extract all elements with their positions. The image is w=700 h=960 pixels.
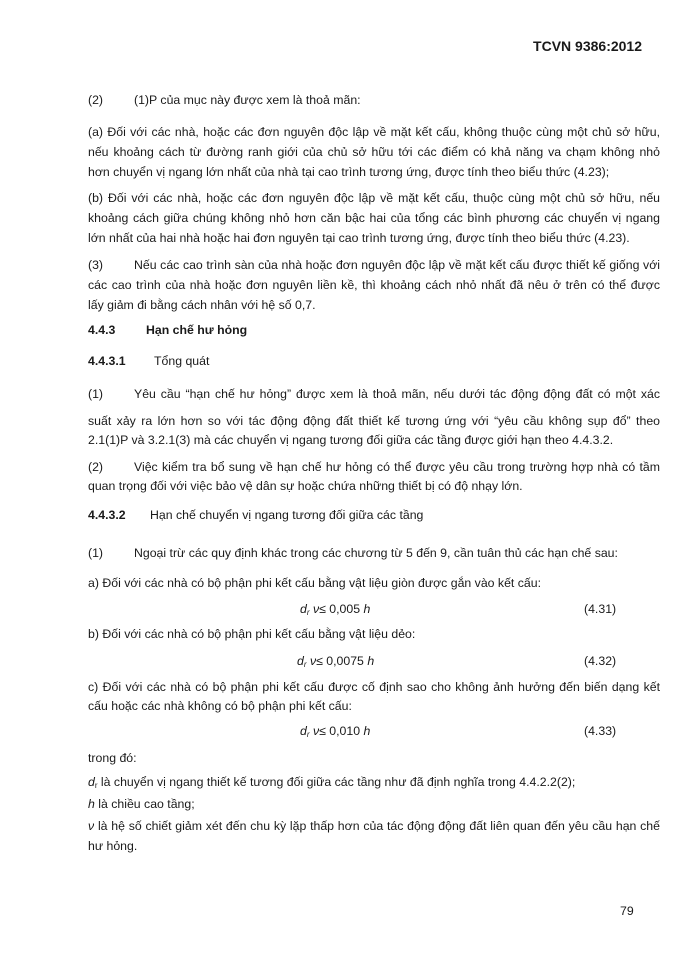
section-number: 4.4.3: [88, 323, 116, 337]
case-c-line: cấu hoặc các nhà không có bộ phận phi kết cấu:: [88, 699, 352, 713]
definition-h: [88, 796, 660, 812]
paragraph-b-line: (b) Đối với các nhà, hoặc các đơn nguyên độc lập về mặt kết cấu, thuộc cùng một chủ sở hữu, nếu: [88, 191, 660, 205]
eq-sub: r: [306, 730, 310, 739]
section-title: Hạn chế hư hỏng: [146, 323, 248, 337]
paragraph-3-line: các cao trình của nhà hoặc đơn nguyên liền kề, thì khoảng cách nhỏ nhất đã nêu ở trên có thể được: [88, 278, 660, 292]
eq-d: d: [297, 654, 304, 668]
paragraph-b-line: lớn nhất của hai nhà hoặc hai đơn nguyên tại cao trình tương ứng, được tính theo biểu thức (4.23).: [88, 231, 630, 245]
eq-h: h: [367, 654, 375, 668]
item-label: (2): [88, 460, 104, 474]
paragraph-b-line: khoảng cách giữa chúng không nhỏ hơn căn bậc hai của tổng các bình phương các chuyển vị ngang: [88, 211, 660, 225]
section-number: 4.4.3.2: [88, 508, 126, 522]
page-number: 79: [620, 904, 634, 918]
paragraph-text: Việc kiểm tra bổ sung về hạn chế hư hỏng có thể được yêu cầu trong trường hợp nhà có tầm: [134, 460, 660, 474]
section-heading-4-4-3-2: [88, 507, 660, 523]
equation-formula: [300, 723, 370, 743]
definition-nu: [88, 818, 660, 834]
paragraph-line: suất xảy ra lớn hơn so với tác động động đất thiết kế tương ứng với “yêu cầu không sụp đổ” theo: [88, 414, 660, 428]
equation-formula: [297, 653, 374, 673]
paragraph-line: [88, 386, 660, 402]
item-label: (1): [88, 546, 104, 560]
eq-nu: ν: [309, 654, 317, 668]
symbol: h: [88, 797, 95, 811]
definition-nu-cont: hư hỏng.: [88, 839, 138, 853]
standard-code-header: TCVN 9386:2012: [533, 38, 642, 54]
paragraph-line: 2.1(1)P và 3.2.1(3) mà các chuyển vị ngang tương đối giữa các tầng được giới hạn theo 4.4.3.2.: [88, 433, 614, 447]
eq-rel: ≤: [319, 602, 326, 616]
symbol: ν: [88, 819, 95, 833]
case-c-line: c) Đối với các nhà có bộ phận phi kết cấu được cố định sao cho không ảnh hưởng đến biến dạng kết: [88, 680, 660, 694]
case-a: a) Đối với các nhà có bộ phận phi kết cấu bằng vật liệu giòn được gắn vào kết cấu:: [88, 576, 541, 590]
eq-nu: ν: [312, 602, 320, 616]
eq-d: d: [300, 602, 307, 616]
symbol: d: [88, 775, 95, 789]
paragraph-3-line: [88, 257, 660, 273]
eq-h: h: [363, 724, 371, 738]
section-heading-4-4-3: [88, 322, 660, 338]
item-label: (2): [88, 93, 104, 107]
paragraph-2: [88, 92, 660, 108]
paragraph-3-line: lấy giảm đi bằng cách nhân với hệ số 0,7.: [88, 298, 316, 312]
item-label: (3): [88, 258, 104, 272]
paragraph-text: Nếu các cao trình sàn của nhà hoặc đơn nguyên độc lập về mặt kết cấu được thiết kế giống với: [134, 258, 660, 272]
eq-sub: r: [303, 660, 307, 669]
paragraph-a-line: nếu khoảng cách từ đường ranh giới của chủ sở hữu tới các điểm có khả năng va chạm không nhỏ: [88, 145, 660, 159]
paragraph-line: quan trọng đối với việc bảo vệ dân sự hoặc chứa những thiết bị có độ nhạy lớn.: [88, 479, 523, 493]
equation-number: (4.33): [584, 724, 617, 738]
paragraph-line: [88, 545, 660, 561]
definition-text: là chuyển vị ngang thiết kế tương đối giữa các tầng như đã định nghĩa trong 4.4.2.2(2);: [97, 775, 576, 789]
equation-formula: [300, 601, 370, 621]
eq-sub: r: [306, 608, 310, 617]
section-title: Hạn chế chuyển vị ngang tương đối giữa các tầng: [150, 508, 424, 522]
equation-number: (4.31): [584, 602, 617, 616]
definition-text: là hệ số chiết giảm xét đến chu kỳ lặp thấp hơn của tác động động đất liên quan đến yêu cầu hạn chế: [94, 819, 660, 833]
eq-rel: ≤: [319, 724, 326, 738]
paragraph-text: Ngoại trừ các quy định khác trong các chương từ 5 đến 9, cần tuân thủ các hạn chế sau:: [134, 546, 618, 560]
eq-value: 0,005: [329, 602, 361, 616]
paragraph-a-line: (a) Đối với các nhà, hoặc các đơn nguyên độc lập về mặt kết cấu, không thuộc cùng một chủ sở hữu,: [88, 125, 660, 139]
paragraph-a-line: hơn chuyển vị ngang lớn nhất của nhà tại cao trình tương ứng, được tính theo biểu thức (4.23);: [88, 165, 610, 179]
section-title: Tổng quát: [154, 354, 210, 368]
item-label: (1): [88, 387, 104, 401]
paragraph-line: [88, 459, 660, 475]
paragraph-text: Yêu cầu “hạn chế hư hỏng” được xem là thoả mãn, nếu dưới tác động động đất có một xác: [134, 387, 660, 401]
section-heading-4-4-3-1: [88, 353, 660, 369]
eq-rel: ≤: [316, 654, 323, 668]
where-label: trong đó:: [88, 751, 137, 765]
eq-h: h: [363, 602, 371, 616]
definition-text: là chiều cao tầng;: [94, 797, 195, 811]
eq-nu: ν: [312, 724, 320, 738]
definition-dr: [88, 774, 660, 794]
eq-value: 0,0075: [326, 654, 364, 668]
case-b: b) Đối với các nhà có bộ phận phi kết cấu bằng vật liệu dẻo:: [88, 627, 416, 641]
equation-number: (4.32): [584, 654, 617, 668]
eq-d: d: [300, 724, 307, 738]
symbol-sub: r: [94, 781, 98, 790]
eq-value: 0,010: [329, 724, 361, 738]
paragraph-text: (1)P của mục này được xem là thoả mãn:: [134, 93, 361, 107]
section-number: 4.4.3.1: [88, 354, 126, 368]
